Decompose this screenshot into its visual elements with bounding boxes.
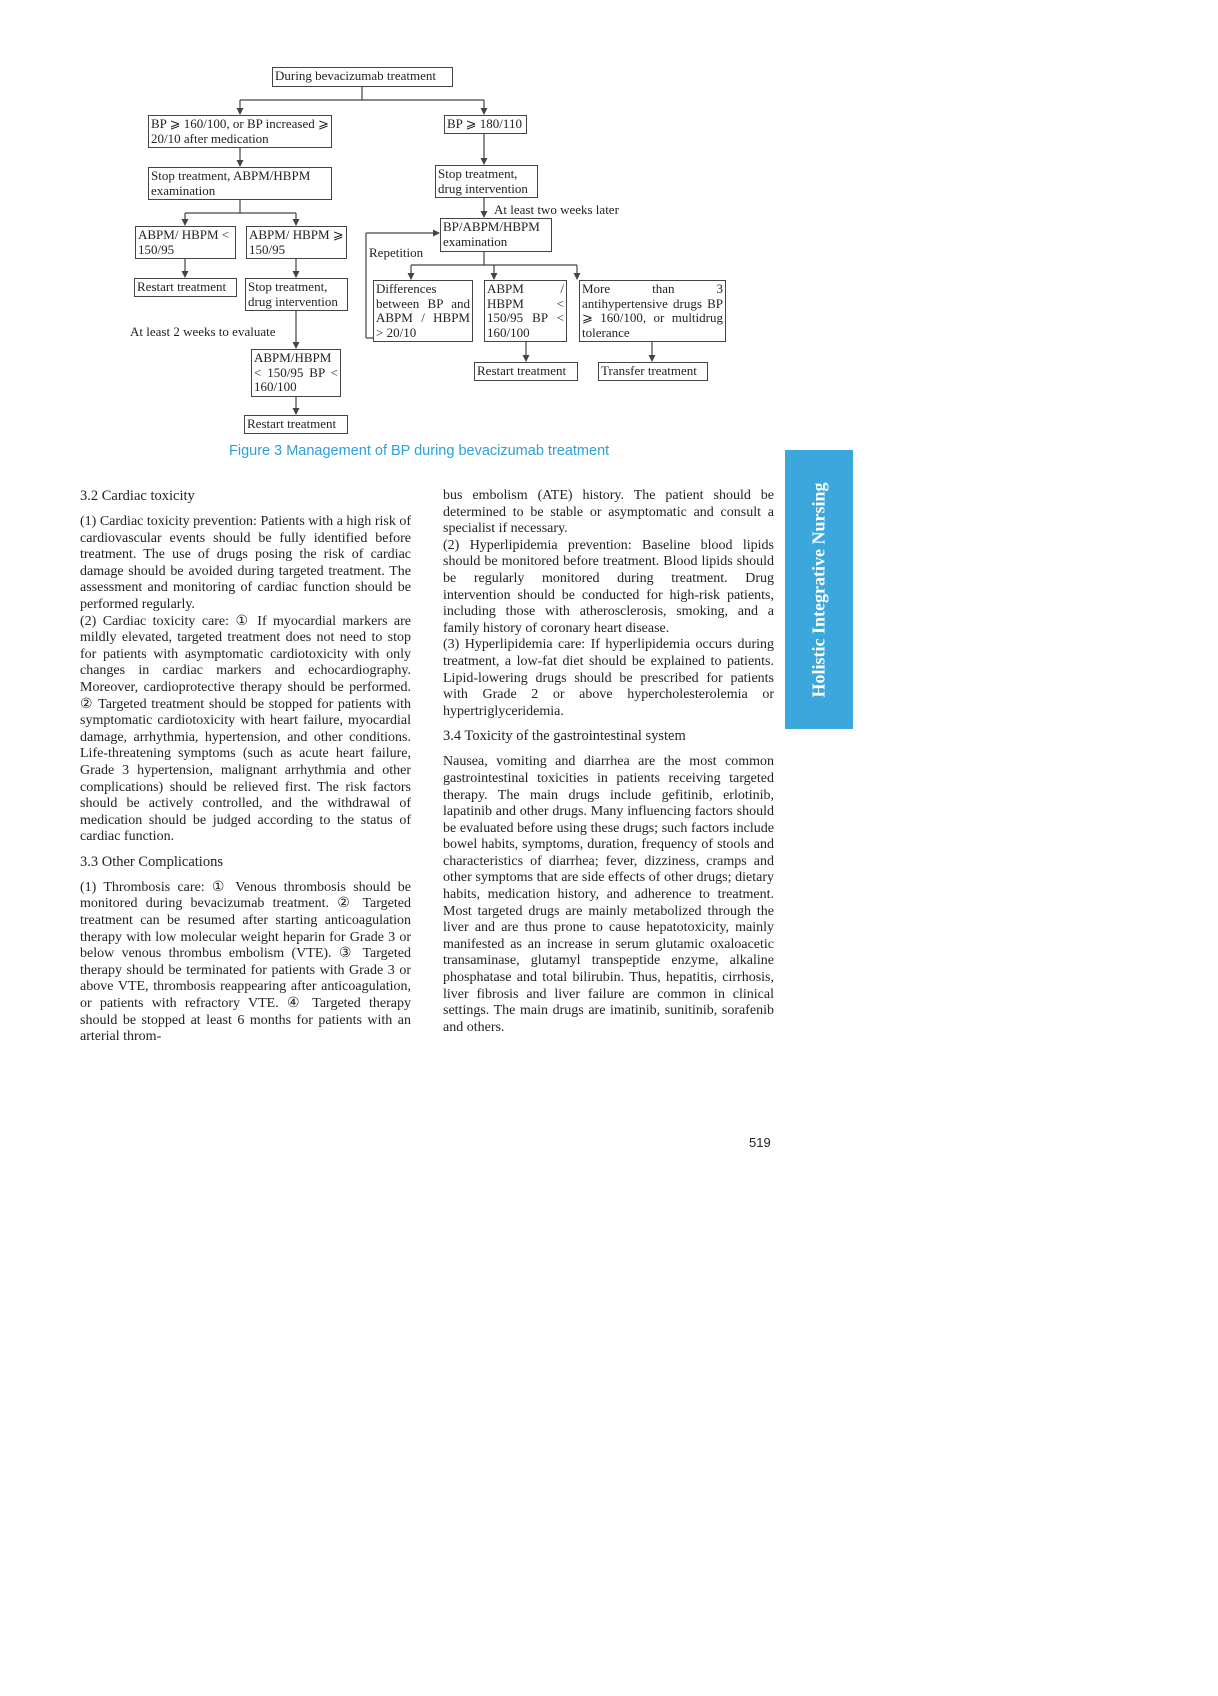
box-differences: Differences between BP and ABPM / HBPM > 20/10 — [373, 280, 473, 342]
box-stop-drug: Stop treatment, drug intervention — [245, 278, 348, 311]
paragraph-gi-toxicity: Nausea, vomiting and diarrhea are the most common gastrointestinal toxicities in patients receiving targeted therapy. The main drugs include gefitinib, erlotinib, lapatinib and other drugs. Many influencing factors should be evaluated before using these drugs; such factors include bowel habits, symptoms, duration, frequency of stools and characteristics of diarrhea; fever, dizziness, cramps and other symptoms that are side effects of other drugs; dietary habits, medication history, and adherence to treatment. Most targeted drugs are mainly metabolized through the liver and are thus prone to cause hepatotoxicity, mainly manifested as an increase in serum glutamic oxaloacetic transaminase, glutamyl transpeptide enzyme, alkaline phosphatase and total bilirubin. Thus, hepatitis, cirrhosis, liver fibrosis and liver failure are common in clinical settings. The main drugs are imatinib, sunitinib, sorafenib and others. — [443, 754, 774, 1035]
box-transfer: Transfer treatment — [598, 362, 708, 381]
box-right-exam: BP/ABPM/HBPM examination — [440, 218, 552, 252]
box-more-than: More than 3 antihypertensive drugs BP ⩾ 160/100, or multidrug tolerance — [579, 280, 726, 342]
page-number: 519 — [749, 1135, 771, 1150]
box-left-stop: Stop treatment, ABPM/HBPM examination — [148, 167, 332, 200]
box-abpm-right: ABPM / HBPM < 150/95 BP < 160/100 — [484, 280, 567, 342]
journal-sidebar — [785, 450, 853, 729]
paragraph-ate-continued: bus embolism (ATE) history. The patient should be determined to be stable or asymptomatic and consult a specialist if necessary. — [443, 488, 774, 537]
bp-management-flowchart — [0, 0, 1218, 480]
label-two-weeks: At least two weeks later — [494, 202, 619, 217]
box-right-stop: Stop treatment, drug intervention — [435, 165, 538, 198]
box-restart-1: Restart treatment — [134, 278, 237, 297]
label-evaluate: At least 2 weeks to evaluate — [130, 324, 276, 339]
label-repetition: Repetition — [369, 245, 424, 260]
box-abpm-target: ABPM/HBPM < 150/95 BP < 160/100 — [251, 349, 341, 397]
journal-name: Holistic Integrative Nursing — [808, 482, 829, 697]
box-abpm-high: ABPM/ HBPM ⩾ 150/95 — [246, 226, 347, 259]
left-column — [80, 488, 411, 1046]
paragraph-cardiac-care: (2) Cardiac toxicity care: ① If myocardial markers are mildly elevated, targeted treatment does not need to stop for patients with asymptomatic cardiotoxicity with only changes in cardiac markers and echocardiography. Moreover, cardioprotective therapy should be performed. ② Targeted treatment should be stopped for patients with symptomatic cardiotoxicity with heart failure, myocardial damage, arrhythmia, hypertension, and other conditions. Life-threatening symptoms (such as acute heart failure, Grade 3 hypertension, malignant arrhythmia and other complications) should be relieved first. The risk factors should be actively controlled, and the withdrawal of medication should be judged according to the status of cardiac function. — [80, 613, 411, 845]
box-abpm-low: ABPM/ HBPM < 150/95 — [135, 226, 236, 259]
paragraph-hyperlipidemia-care: (3) Hyperlipidemia care: If hyperlipidemia occurs during treatment, a low-fat diet should be explained to patients. Lipid-lowering drugs should be prescribed for patients with Grade 2 or above hypercholesterolemia or hypertriglyceridemia. — [443, 637, 774, 719]
paragraph-thrombosis-care: (1) Thrombosis care: ① Venous thrombosis should be monitored during bevacizumab treatment. ② Targeted treatment can be resumed after starting anticoagulation therapy with low molecular weight heparin for Grade 3 or below venous thrombus embolism (VTE). ③ Targeted therapy should be terminated for patients with Grade 3 or above VTE, thrombosis reappearing after anticoagulation, or patients with refractory VTE. ④ Targeted therapy should be stopped at least 6 months for patients with an arterial throm- — [80, 879, 411, 1045]
figure-caption: Figure 3 Management of BP during bevacizumab treatment — [229, 443, 610, 459]
box-restart-2: Restart treatment — [244, 415, 348, 434]
right-column — [443, 488, 774, 1036]
box-start: During bevacizumab treatment — [272, 67, 453, 87]
box-restart-3: Restart treatment — [474, 362, 578, 381]
paragraph-cardiac-prevention: (1) Cardiac toxicity prevention: Patients with a high risk of cardiovascular events should be fully identified before treatment. The use of drugs posing the risk of cardiac damage should be avoided during targeted treatment. The assessment and monitoring of cardiac function should be performed regularly. — [80, 514, 411, 612]
heading-3-4: 3.4 Toxicity of the gastrointestinal system — [443, 728, 686, 745]
heading-3-2: 3.2 Cardiac toxicity — [80, 488, 195, 504]
box-left-condition: BP ⩾ 160/100, or BP increased ⩾ 20/10 after medication — [148, 115, 332, 148]
heading-3-3: 3.3 Other Complications — [80, 853, 223, 870]
paragraph-hyperlipidemia-prevention: (2) Hyperlipidemia prevention: Baseline blood lipids should be monitored before treatment. Blood lipids should be regularly monitored during treatment. Drug intervention should be conducted for high-risk patients, including those with atherosclerosis, smoking, and a family history of coronary heart disease. — [443, 537, 774, 636]
box-right-condition: BP ⩾ 180/110 — [444, 115, 527, 134]
